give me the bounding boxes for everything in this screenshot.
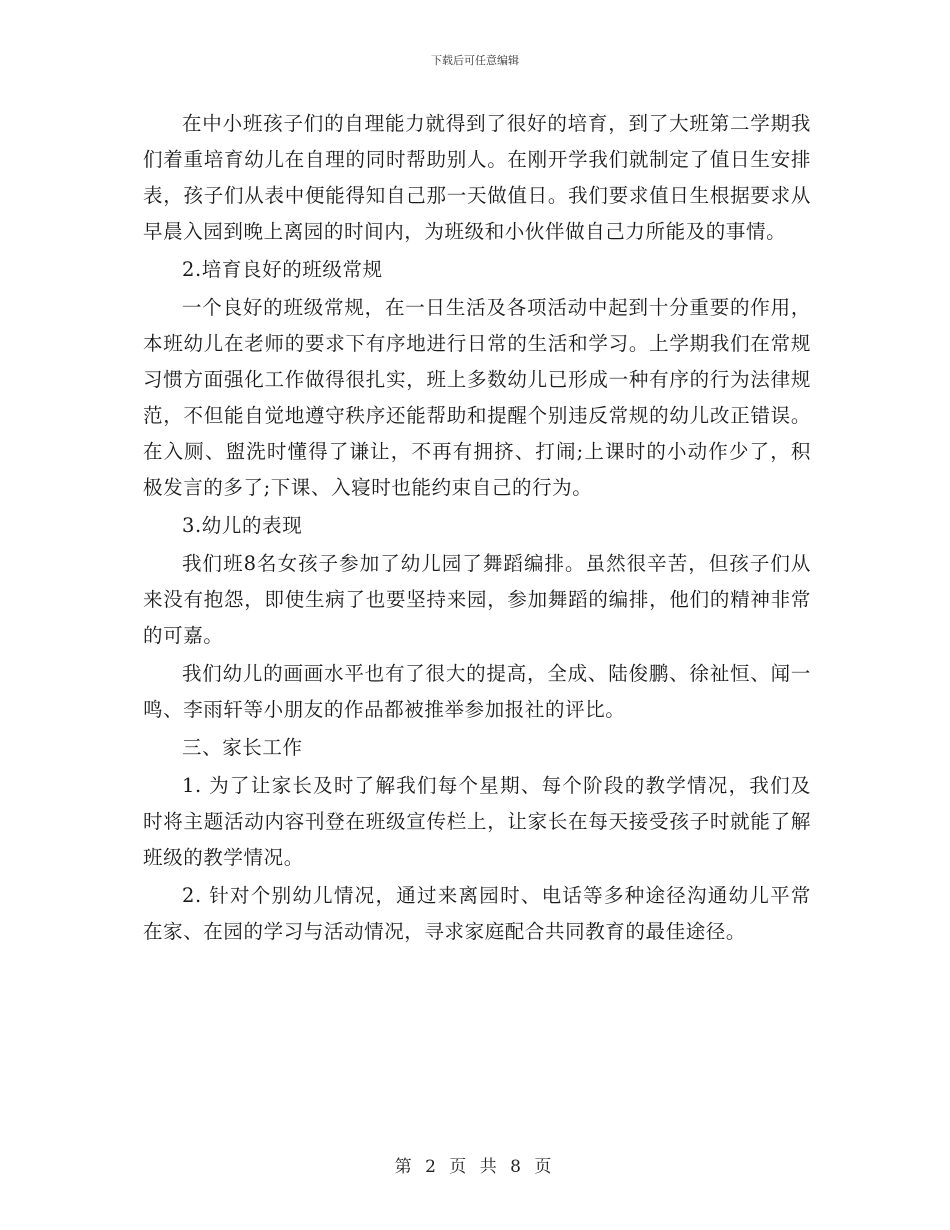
page-number-footer: 第 2 页 共 8 页: [394, 1157, 556, 1177]
heading-class-routine: 2.培育良好的班级常规: [182, 258, 383, 281]
paragraph-class-routine: 一个良好的班级常规，在一日生活及各项活动中起到十分重要的作用，本班幼儿在老师的要求下有序地进行日常的生活和学习。上学期我们在常规习惯方面强化工作做得很扎实，班上多数幼儿已形成一种有序的行为法律规范，不但能自觉地遵守秩序还能帮助和提醒个别违反常规的幼儿改正错误。在入厕、盥洗时懂得了谦让，不再有拥挤、打闹;上课时的小动作少了，积极发言的多了;下课、入寝时也能约束自己的行为。: [143, 296, 811, 499]
paragraph-dance: 我们班8名女孩子参加了幼儿园了舞蹈编排。虽然很辛苦，但孩子们从来没有抱怨，即使生病了也要坚持来园，参加舞蹈的编排，他们的精神非常的可嘉。: [143, 552, 811, 647]
paragraph-self-care: 在中小班孩子们的自理能力就得到了很好的培育，到了大班第二学期我们着重培育幼儿在自理的同时帮助别人。在刚开学我们就制定了值日生安排表，孩子们从表中便能得知自己那一天做值日。我们要求值日生根据要求从早晨入园到晚上离园的时间内，为班级和小伙伴做自己力所能及的事情。: [143, 112, 811, 243]
heading-child-performance: 3.幼儿的表现: [182, 514, 303, 537]
page-header: 下载后可任意编辑: [431, 54, 519, 67]
paragraph-drawing: 我们幼儿的画画水平也有了很大的提高，全成、陆俊鹏、徐祉恒、闻一鸣、李雨轩等小朋友的作品都被推举参加报社的评比。: [143, 662, 811, 721]
paragraph-parent-item-1: 1. 为了让家长及时了解我们每个星期、每个阶段的教学情况，我们及时将主题活动内容刊登在班级宣传栏上，让家长在每天接受孩子时就能了解班级的教学情况。: [143, 774, 811, 869]
heading-parent-work: 三、家长工作: [182, 736, 303, 759]
document-body: [143, 106, 811, 952]
paragraph-parent-item-2: 2. 针对个别幼儿情况，通过来离园时、电话等多种途径沟通幼儿平常在家、在园的学习与活动情况，寻求家庭配合共同教育的最佳途径。: [143, 884, 811, 943]
